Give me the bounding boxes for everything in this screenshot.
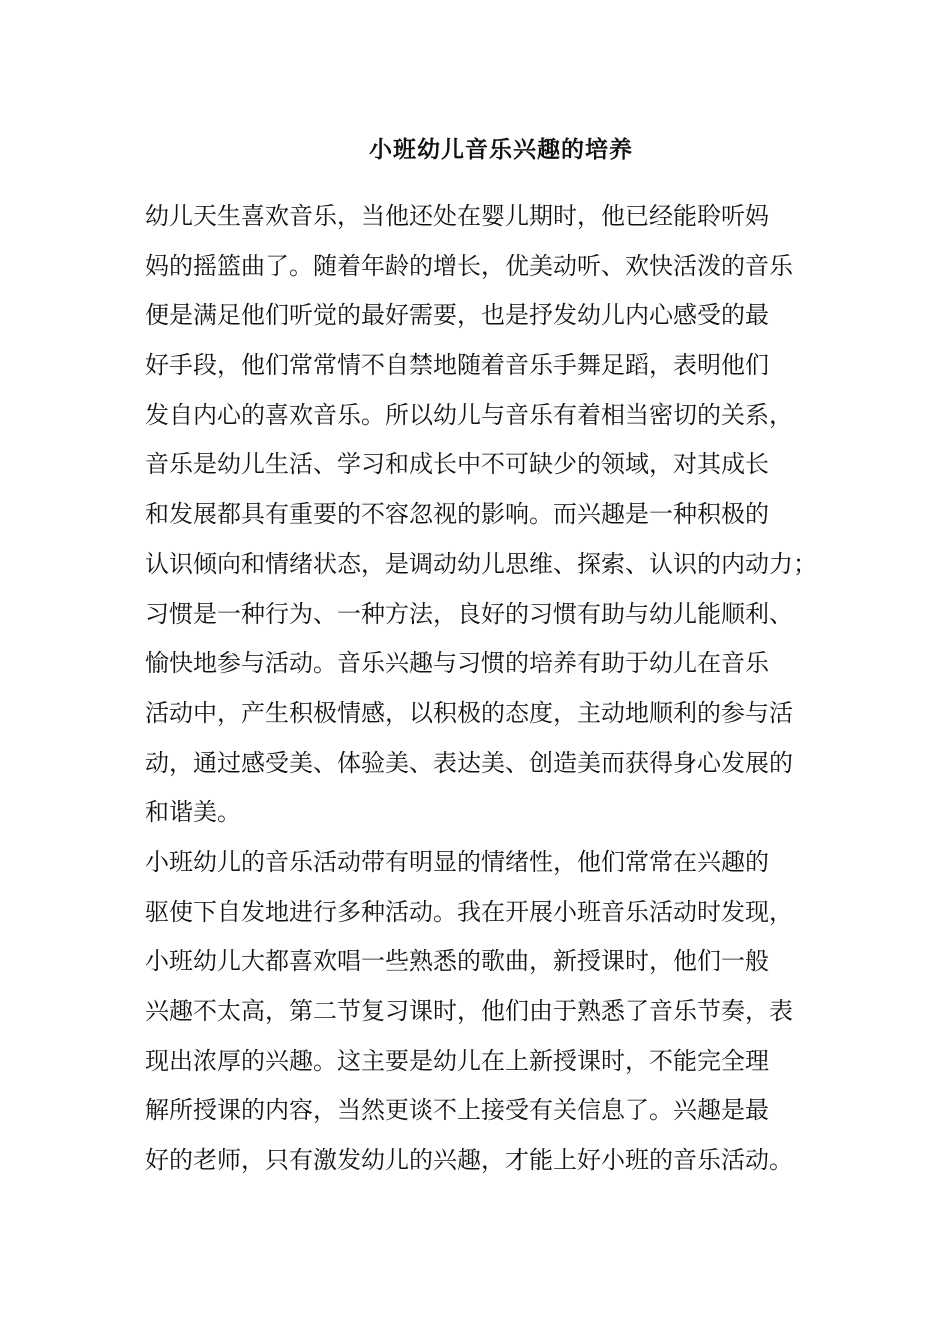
- text-line: 动，通过感受美、体验美、表达美、创造美而获得身心发展的: [145, 748, 793, 777]
- text-line: 解所授课的内容，当然更谈不上接受有关信息了。兴趣是最: [145, 1096, 769, 1125]
- document-title: 小班幼儿音乐兴趣的培养: [369, 137, 633, 163]
- text-line: 发自内心的喜欢音乐。所以幼儿与音乐有着相当密切的关系，: [145, 400, 793, 429]
- text-line: 兴趣不太高，第二节复习课时，他们由于熟悉了音乐节奏，表: [145, 997, 793, 1025]
- text-line: 驱使下自发地进行多种活动。我在开展小班音乐活动时发现，: [145, 897, 793, 926]
- text-line: 音乐是幼儿生活、学习和成长中不可缺少的领域，对其成长: [145, 450, 769, 479]
- text-line: 幼儿天生喜欢音乐，当他还处在婴儿期时，他已经能聆听妈: [145, 202, 769, 230]
- text-line: 妈的摇篮曲了。随着年龄的增长，优美动听、欢快活泼的音乐: [145, 251, 793, 280]
- text-line: 愉快地参与活动。音乐兴趣与习惯的培养有助于幼儿在音乐: [145, 649, 769, 678]
- text-line: 和谐美。: [145, 798, 241, 827]
- text-line: 好的老师，只有激发幼儿的兴趣，才能上好小班的音乐活动。: [145, 1146, 793, 1175]
- text-line: 习惯是一种行为、一种方法，良好的习惯有助与幼儿能顺利、: [145, 599, 793, 628]
- text-line: 便是满足他们听觉的最好需要，也是抒发幼儿内心感受的最: [145, 301, 769, 330]
- text-line: 小班幼儿大都喜欢唱一些熟悉的歌曲，新授课时，他们一般: [145, 947, 769, 976]
- text-line: 活动中，产生积极情感，以积极的态度，主动地顺利的参与活: [145, 698, 793, 727]
- text-line: 小班幼儿的音乐活动带有明显的情绪性，他们常常在兴趣的: [145, 847, 769, 876]
- document-body: [145, 194, 825, 1188]
- text-line: 好手段，他们常常情不自禁地随着音乐手舞足蹈，表明他们: [145, 351, 769, 380]
- text-line: 和发展都具有重要的不容忽视的影响。而兴趣是一种积极的: [145, 500, 769, 529]
- text-line: 现出浓厚的兴趣。这主要是幼儿在上新授课时，不能完全理: [145, 1046, 769, 1075]
- text-line: 认识倾向和情绪状态，是调动幼儿思维、探索、认识的内动力；: [145, 549, 817, 578]
